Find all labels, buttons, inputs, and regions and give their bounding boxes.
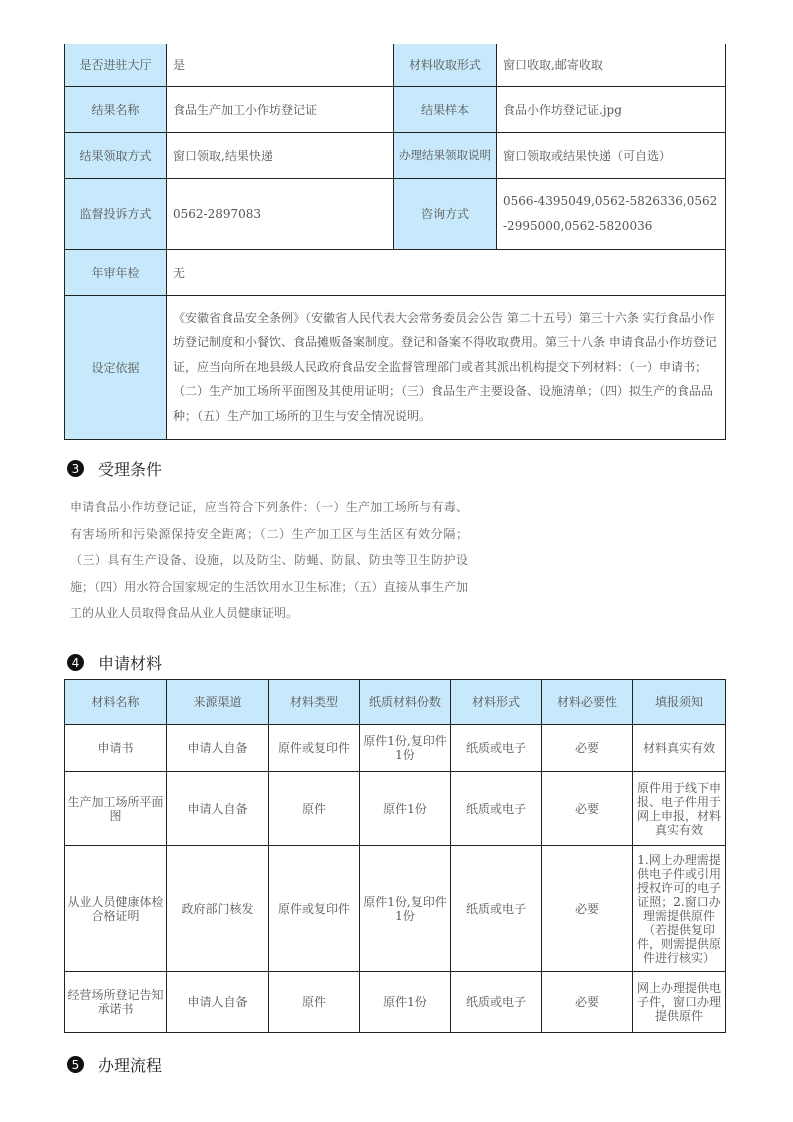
table-cell: 必要 [542,725,633,772]
table-cell: 申请书 [65,725,167,772]
table-row [65,725,726,772]
info-label: 结果名称 [65,86,167,132]
table-cell: 原件1份,复印件1份 [360,725,451,772]
table-cell: 网上办理提供电子件，窗口办理提供原件 [633,972,726,1033]
section-heading-process [67,1053,162,1076]
table-row [65,972,726,1033]
acceptance-conditions-text: 申请食品小作坊登记证，应当符合下列条件：（一）生产加工场所与有毒、有害场所和污染源保持安全距离；（二）生产加工区与生活区有效分隔；（三）具有生产设备、设施，以及防尘、防蝇、防鼠、防虫等卫生防护设施；（四）用水符合国家规定的生活饮用水卫生标准；（五）直接从事生产加工的从业人员取得食品从业人员健康证明。 [70,500,468,620]
table-cell: 原件或复印件 [269,725,360,772]
info-label: 咨询方式 [394,178,497,249]
materials-table [64,679,726,1033]
column-header: 填报须知 [633,680,726,725]
info-label: 结果样本 [394,86,497,132]
section-heading-acceptance [67,457,162,480]
table-cell: 原件 [269,972,360,1033]
number-5-icon: 5 [67,1056,84,1073]
info-label: 是否进驻大厅 [65,44,167,86]
info-row [65,295,726,439]
result-sample-link[interactable]: 食品小作坊登记证.jpg [497,86,726,132]
info-row [65,132,726,178]
table-cell: 原件用于线下申报、电子件用于网上申报，材料真实有效 [633,772,726,846]
column-header: 纸质材料份数 [360,680,451,725]
table-cell: 纸质或电子 [451,772,542,846]
table-cell: 材料真实有效 [633,725,726,772]
info-value: 窗口收取,邮寄收取 [497,44,726,86]
column-header: 材料类型 [269,680,360,725]
info-label: 材料收取形式 [394,44,497,86]
table-cell: 申请人自备 [167,972,269,1033]
column-header: 材料必要性 [542,680,633,725]
info-value: 窗口领取,结果快递 [167,132,394,178]
table-cell: 申请人自备 [167,725,269,772]
info-row [65,44,726,86]
info-row [65,86,726,132]
table-cell: 原件1份,复印件1份 [360,846,451,972]
section-title: 申请材料 [98,654,163,673]
info-value: 窗口领取或结果快递（可自选） [497,132,726,178]
info-value: 是 [167,44,394,86]
table-cell: 原件或复印件 [269,846,360,972]
table-cell: 必要 [542,972,633,1033]
section-title: 受理条件 [98,460,163,479]
table-cell: 纸质或电子 [451,725,542,772]
info-label: 监督投诉方式 [65,178,167,249]
info-row [65,249,726,295]
info-label: 结果领取方式 [65,132,167,178]
info-value: 无 [167,249,726,295]
table-cell: 原件 [269,772,360,846]
column-header: 来源渠道 [167,680,269,725]
table-cell: 从业人员健康体检合格证明 [65,846,167,972]
table-cell: 1.网上办理需提供电子件或引用授权许可的电子证照；2.窗口办理需提供原件（若提供复印件，则需提供原件进行核实） [633,846,726,972]
legal-basis-text: 《安徽省食品安全条例》（安徽省人民代表大会常务委员会公告 第二十五号）第三十六条 实行食品小作坊登记制度和小餐饮、食品摊贩备案制度。登记和备案不得收取费用。第三十八条 申请食品小作坊登记证，应当向所在地县级人民政府食品安全监督管理部门或者其派出机构提交下列材料：（一）申请书；（二）生产加工场所平面图及其使用证明；（三）食品生产主要设备、设施清单；（四）拟生产的食品品种；（五）生产加工场所的卫生与安全情况说明。 [167,295,726,439]
table-cell: 纸质或电子 [451,846,542,972]
info-label: 设定依据 [65,295,167,439]
column-header: 材料形式 [451,680,542,725]
table-cell: 必要 [542,772,633,846]
info-row [65,178,726,249]
table-row [65,772,726,846]
table-row [65,846,726,972]
table-cell: 申请人自备 [167,772,269,846]
section-title: 办理流程 [98,1056,163,1075]
table-cell: 经营场所登记告知承诺书 [65,972,167,1033]
table-cell: 原件1份 [360,772,451,846]
info-label: 年审年检 [65,249,167,295]
consult-phones: 0566-4395049,0562-5826336,0562-2995000,0562-5820036 [497,178,726,249]
section-heading-materials [67,651,162,674]
table-cell: 必要 [542,846,633,972]
info-label: 办理结果领取说明 [394,132,497,178]
info-value: 0562-2897083 [167,178,394,249]
number-3-icon: 3 [67,460,84,477]
column-header: 材料名称 [65,680,167,725]
table-cell: 原件1份 [360,972,451,1033]
service-info-table [64,44,726,440]
table-cell: 纸质或电子 [451,972,542,1033]
table-header-row [65,680,726,725]
number-4-icon: 4 [67,654,84,671]
table-cell: 政府部门核发 [167,846,269,972]
info-value: 食品生产加工小作坊登记证 [167,86,394,132]
table-cell: 生产加工场所平面图 [65,772,167,846]
